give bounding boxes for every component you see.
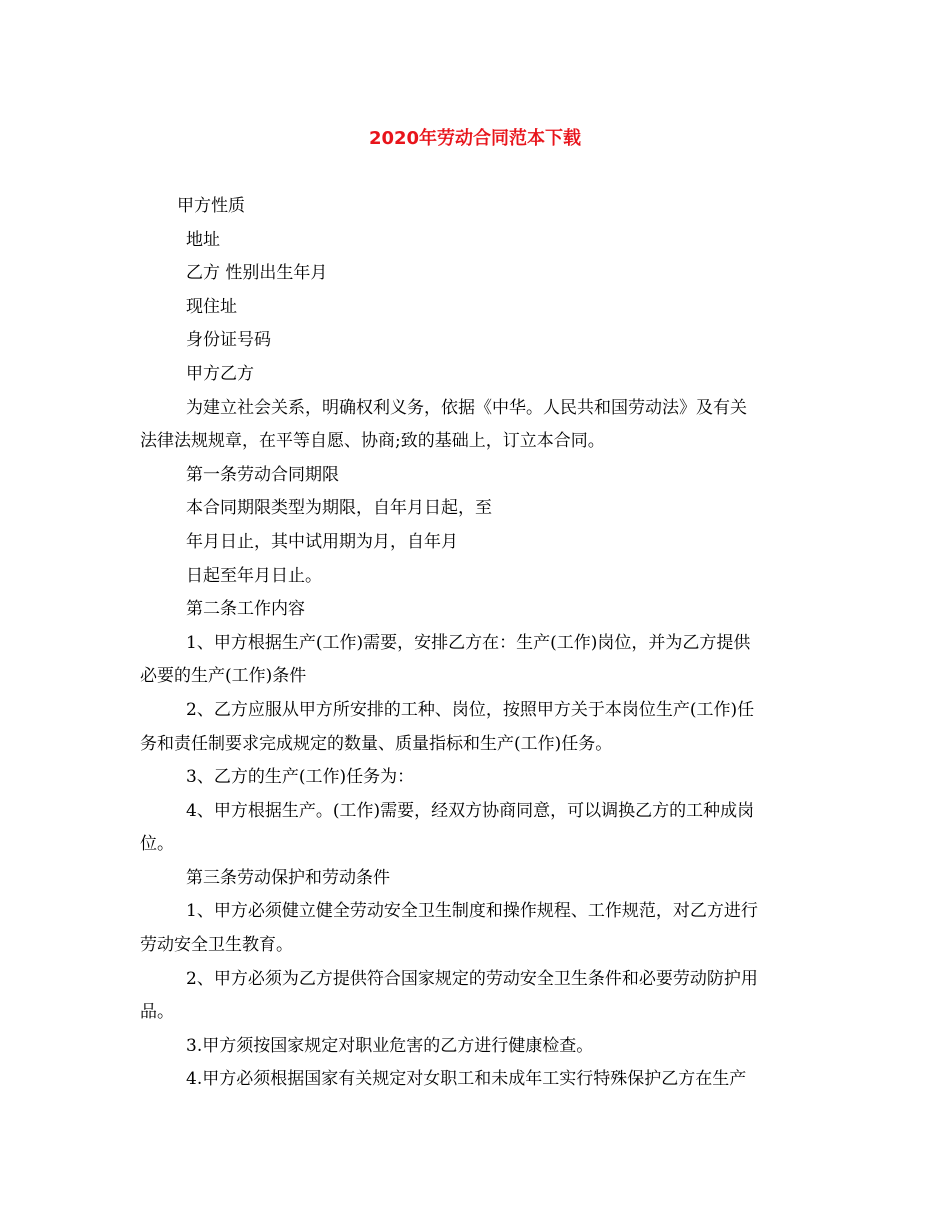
paragraph-line: 乙方 性别出生年月 <box>186 263 328 284</box>
paragraph-line: 现住址 <box>186 296 237 317</box>
paragraph-line: 年月日止，其中试用期为月，自年月 <box>186 531 458 552</box>
paragraph-line: 3.甲方须按国家规定对职业危害的乙方进行健康检查。 <box>186 1035 594 1056</box>
document-title: 2020年劳动合同范本下载 <box>368 128 582 149</box>
paragraph-line: 位。 <box>140 834 174 855</box>
paragraph-line: 法律法规规章，在平等自愿、协商;致的基础上，订立本合同。 <box>140 431 605 452</box>
paragraph-line: 4、甲方根据生产。(工作)需要，经双方协商同意，可以调换乙方的工种成岗 <box>186 800 755 821</box>
paragraph-line: 1、甲方必须健立健全劳动安全卫生制度和操作规程、工作规范，对乙方进行 <box>186 901 758 922</box>
paragraph-line: 务和责任制要求完成规定的数量、质量指标和生产(工作)任务。 <box>140 733 613 754</box>
paragraph-line: 4.甲方必须根据国家有关规定对女职工和未成年工实行特殊保护乙方在生产 <box>186 1069 747 1090</box>
paragraph-line: 日起至年月日止。 <box>186 565 322 586</box>
section-heading: 第三条劳动保护和劳动条件 <box>186 867 390 888</box>
document-body <box>140 190 812 1097</box>
paragraph-line: 地址 <box>186 229 220 250</box>
paragraph-line: 2、乙方应服从甲方所安排的工种、岗位，按照甲方关于本岗位生产(工作)任 <box>186 699 755 720</box>
paragraph-line: 本合同期限类型为期限，自年月日起，至 <box>186 498 492 519</box>
paragraph-line: 甲方性质 <box>177 196 245 216</box>
paragraph-line: 2、甲方必须为乙方提供符合国家规定的劳动安全卫生条件和必要劳动防护用 <box>186 968 758 989</box>
paragraph-line: 为建立社会关系，明确权利义务，依据《中华。人民共和国劳动法》及有关 <box>186 397 747 418</box>
paragraph-line: 甲方乙方 <box>186 363 254 384</box>
paragraph-line: 1、甲方根据生产(工作)需要，安排乙方在：生产(工作)岗位，并为乙方提供 <box>186 632 751 653</box>
paragraph-line: 必要的生产(工作)条件 <box>140 666 307 687</box>
section-heading: 第一条劳动合同期限 <box>186 464 339 485</box>
paragraph-line: 3、乙方的生产(工作)任务为： <box>186 767 415 788</box>
section-heading: 第二条工作内容 <box>186 599 305 620</box>
paragraph-line: 品。 <box>140 1002 174 1023</box>
paragraph-line: 身份证号码 <box>186 330 271 351</box>
paragraph-line: 劳动安全卫生教育。 <box>140 935 293 956</box>
